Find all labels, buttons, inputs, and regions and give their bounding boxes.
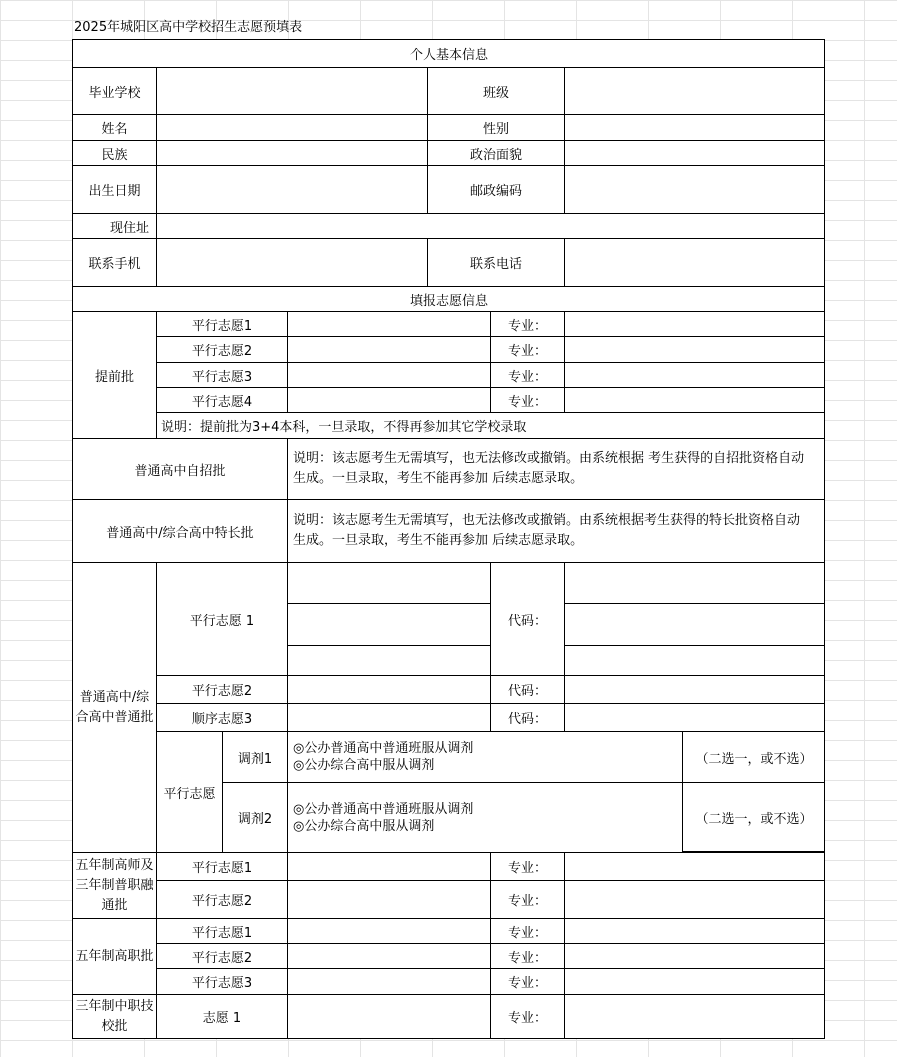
- general-parallel-2-field[interactable]: [287, 675, 490, 703]
- personal-info-header: 个人基本信息: [72, 39, 825, 67]
- early-major-3-label: 专业：: [490, 362, 564, 387]
- general-code-3-label: 代码：: [490, 703, 564, 731]
- specialty-note: 说明：该志愿考生无需填写，也无法修改或撤销。由系统根据考生获得的特长批资格自动生成。一旦录取，考生不能再参加 后续志愿录取。: [287, 499, 825, 562]
- adjust-section-bottom-border: [682, 851, 825, 852]
- general-code-3-field[interactable]: [564, 703, 825, 731]
- address-label: 现住址: [72, 213, 156, 238]
- general-parallel-2-label: 平行志愿2: [156, 675, 287, 703]
- adjust-1-option-comprehensive[interactable]: ◎公办综合高中服从调剂: [293, 758, 435, 773]
- general-sequential-3-field[interactable]: [287, 703, 490, 731]
- five-year-vocational-parallel-1-field[interactable]: [287, 918, 490, 943]
- self-enroll-label: 普通高中自招批: [72, 438, 287, 499]
- five-year-vocational-parallel-1-label: 平行志愿1: [156, 918, 287, 943]
- general-code-1-label: 代码：: [490, 562, 564, 675]
- general-parallel-1-field-a[interactable]: [287, 562, 490, 603]
- name-field[interactable]: [156, 114, 427, 140]
- five-year-normal-parallel-2-label: 平行志愿2: [156, 880, 287, 918]
- school-field[interactable]: [156, 67, 427, 114]
- general-parallel-group-label: 平行志愿: [156, 731, 222, 852]
- five-year-vocational-parallel-3-field[interactable]: [287, 968, 490, 994]
- five-year-vocational-parallel-2-field[interactable]: [287, 943, 490, 968]
- adjust-2-option-regular[interactable]: ◎公办普通高中普通班服从调剂: [293, 801, 474, 817]
- adjust-1-note: （二选一，或不选）: [682, 731, 825, 782]
- general-code-2-label: 代码：: [490, 675, 564, 703]
- wishes-header: 填报志愿信息: [72, 286, 825, 311]
- five-year-normal-parallel-1-label: 平行志愿1: [156, 852, 287, 880]
- five-year-vocational-parallel-2-label: 平行志愿2: [156, 943, 287, 968]
- five-year-vocational-major-1-field[interactable]: [564, 918, 825, 943]
- adjust-2-option-comprehensive[interactable]: ◎公办综合高中服从调剂: [293, 818, 435, 834]
- five-year-normal-major-1-label: 专业：: [490, 852, 564, 880]
- gender-label: 性别: [427, 114, 564, 140]
- early-major-4-label: 专业：: [490, 387, 564, 412]
- table-right-border: [824, 39, 825, 1039]
- three-year-technical-major-field[interactable]: [564, 994, 825, 1038]
- three-year-technical-major-label: 专业：: [490, 994, 564, 1038]
- gender-field[interactable]: [564, 114, 825, 140]
- adjust-2-label: 调剂2: [222, 782, 287, 852]
- adjust-1-label: 调剂1: [222, 731, 287, 782]
- general-parallel-1-field-b[interactable]: [287, 603, 490, 645]
- early-major-2-label: 专业：: [490, 336, 564, 362]
- general-sequential-3-label: 顺序志愿3: [156, 703, 287, 731]
- early-parallel-1-label: 平行志愿1: [156, 311, 287, 336]
- general-code-1-field-c[interactable]: [564, 645, 825, 675]
- mobile-label: 联系手机: [72, 238, 156, 286]
- five-year-vocational-major-3-label: 专业：: [490, 968, 564, 994]
- early-major-1-field[interactable]: [564, 311, 825, 336]
- early-parallel-2-label: 平行志愿2: [156, 336, 287, 362]
- three-year-technical-wish-1-field[interactable]: [287, 994, 490, 1038]
- adjust-1-options: [287, 731, 682, 782]
- ethnicity-label: 民族: [72, 140, 156, 165]
- postcode-field[interactable]: [564, 165, 825, 213]
- address-field[interactable]: [156, 213, 825, 238]
- political-label: 政治面貌: [427, 140, 564, 165]
- five-year-vocational-parallel-3-label: 平行志愿3: [156, 968, 287, 994]
- general-batch-label: 普通高中/综合高中普通批: [72, 562, 156, 852]
- birthdate-label: 出生日期: [72, 165, 156, 213]
- school-label: 毕业学校: [72, 67, 156, 114]
- general-parallel-1-label: 平行志愿 1: [156, 562, 287, 675]
- document-title: 2025年城阳区高中学校招生志愿预填表: [74, 20, 303, 35]
- specialty-label: 普通高中/综合高中特长批: [72, 499, 287, 562]
- five-year-vocational-major-2-field[interactable]: [564, 943, 825, 968]
- three-year-technical-label: 三年制中职技校批: [72, 994, 156, 1038]
- early-parallel-3-label: 平行志愿3: [156, 362, 287, 387]
- five-year-vocational-major-2-label: 专业：: [490, 943, 564, 968]
- general-code-1-field-b[interactable]: [564, 603, 825, 645]
- general-code-2-field[interactable]: [564, 675, 825, 703]
- early-major-3-field[interactable]: [564, 362, 825, 387]
- early-major-1-label: 专业：: [490, 311, 564, 336]
- early-parallel-3-field[interactable]: [287, 362, 490, 387]
- general-parallel-1-field-c[interactable]: [287, 645, 490, 675]
- early-batch-label: 提前批: [72, 311, 156, 438]
- early-parallel-4-label: 平行志愿4: [156, 387, 287, 412]
- adjust-2-options: [287, 782, 682, 852]
- postcode-label: 邮政编码: [427, 165, 564, 213]
- adjust-2-note: （二选一，或不选）: [682, 782, 825, 852]
- self-enroll-note: 说明：该志愿考生无需填写，也无法修改或撤销。由系统根据 考生获得的自招批资格自动生成。一旦录取，考生不能再参加 后续志愿录取。: [287, 438, 825, 499]
- early-major-2-field[interactable]: [564, 336, 825, 362]
- birthdate-field[interactable]: [156, 165, 427, 213]
- early-major-4-field[interactable]: [564, 387, 825, 412]
- five-year-normal-label: 五年制高师及三年制普职融通批: [72, 852, 156, 918]
- general-code-1-field-a[interactable]: [564, 562, 825, 603]
- phone-field[interactable]: [564, 238, 825, 286]
- five-year-normal-major-2-label: 专业：: [490, 880, 564, 918]
- table-bottom-border: [72, 1038, 825, 1039]
- five-year-normal-parallel-1-field[interactable]: [287, 852, 490, 880]
- five-year-vocational-label: 五年制高职批: [72, 918, 156, 994]
- five-year-normal-parallel-2-field[interactable]: [287, 880, 490, 918]
- class-field[interactable]: [564, 67, 825, 114]
- five-year-vocational-major-1-label: 专业：: [490, 918, 564, 943]
- class-label: 班级: [427, 67, 564, 114]
- ethnicity-field[interactable]: [156, 140, 427, 165]
- mobile-field[interactable]: [156, 238, 427, 286]
- phone-label: 联系电话: [427, 238, 564, 286]
- political-field[interactable]: [564, 140, 825, 165]
- five-year-normal-major-2-field[interactable]: [564, 880, 825, 918]
- early-parallel-1-field[interactable]: [287, 311, 490, 336]
- three-year-technical-wish-1-label: 志愿 1: [156, 994, 287, 1038]
- adjust-1-option-regular[interactable]: ◎公办普通高中普通班服从调剂: [293, 741, 474, 756]
- early-parallel-2-field[interactable]: [287, 336, 490, 362]
- five-year-vocational-major-3-field[interactable]: [564, 968, 825, 994]
- name-label: 姓名: [72, 114, 156, 140]
- early-parallel-4-field[interactable]: [287, 387, 490, 412]
- five-year-normal-major-1-field[interactable]: [564, 852, 825, 880]
- early-batch-note: 说明：提前批为3+4本科，一旦录取，不得再参加其它学校录取: [156, 412, 825, 438]
